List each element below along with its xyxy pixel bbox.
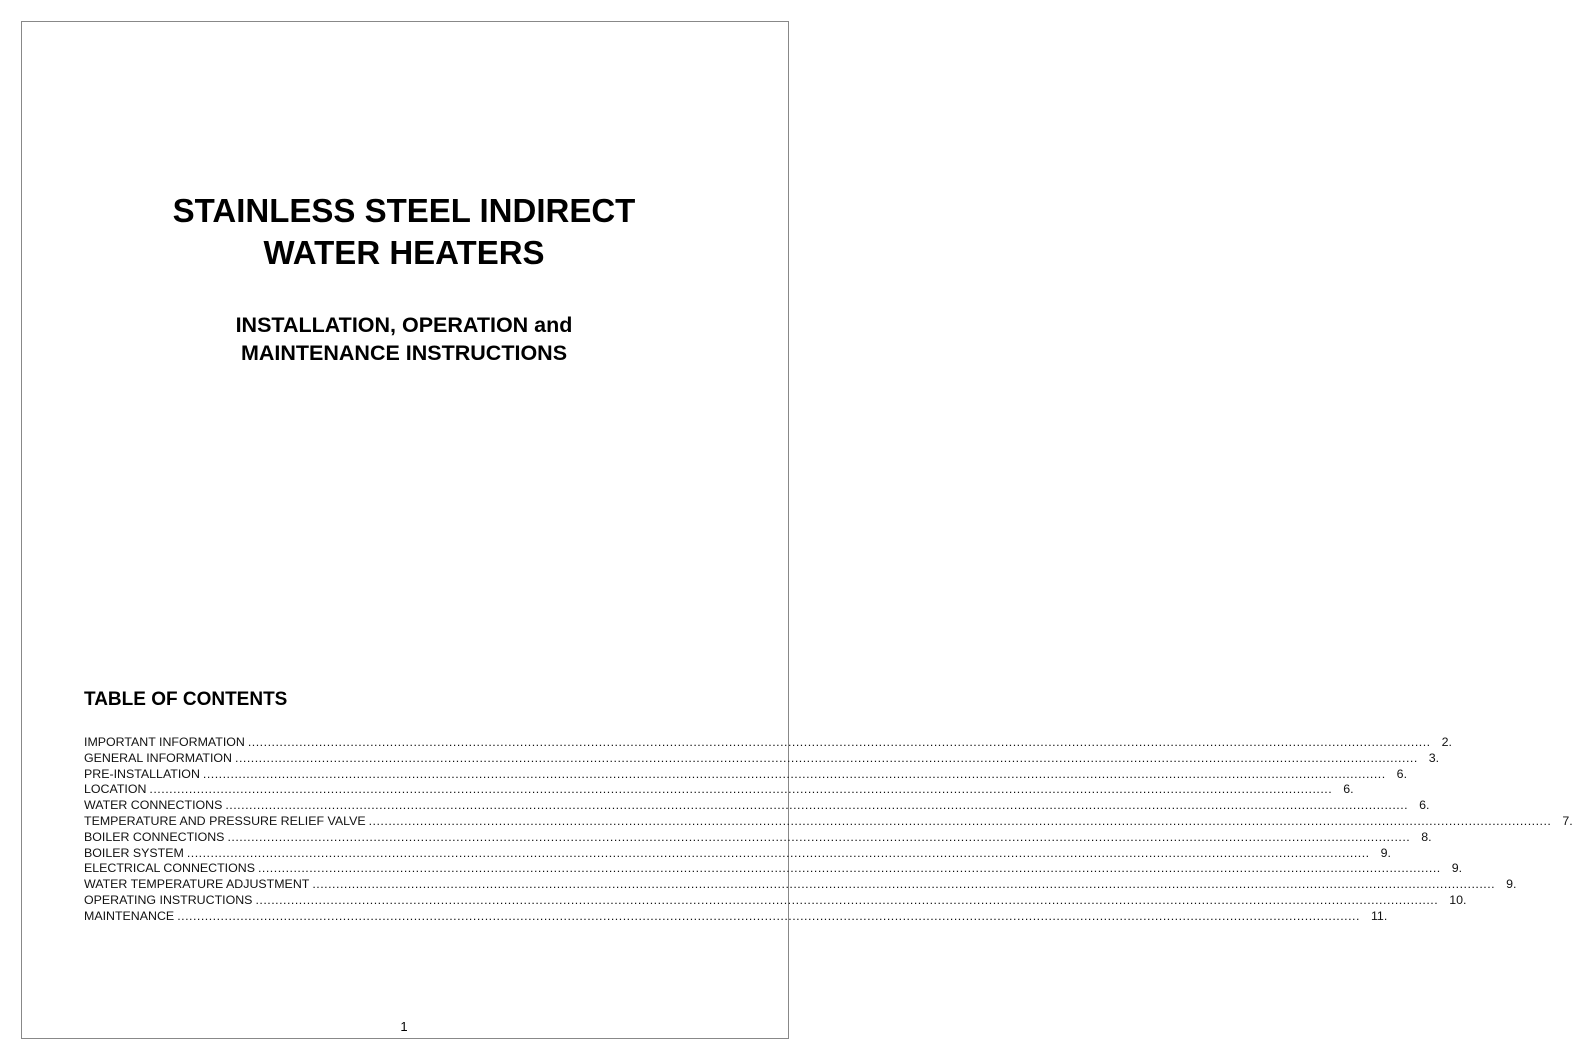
toc-entry-page: 9. [1506, 877, 1517, 892]
toc-entry-page: 9. [1451, 861, 1463, 876]
toc-dot-leader: ............................................................................................................................................................................................................................................................................................................ [312, 877, 1496, 892]
page-number: 1 [400, 1019, 408, 1034]
toc-dot-leader: ............................................................................................................................................................................................................................................................................................................ [149, 782, 1333, 797]
toc-entry-page: 6. [1343, 782, 1354, 797]
toc-entry [84, 877, 1517, 893]
toc-entry [84, 845, 1391, 862]
toc-dot-leader: ............................................................................................................................................................................................................................................................................................................ [247, 735, 1431, 749]
toc-heading: TABLE OF CONTENTS [84, 689, 288, 710]
toc-entry [84, 813, 1573, 830]
toc-entry-page: 11. [1370, 908, 1388, 923]
toc-entry [84, 735, 1452, 751]
toc-entry-page: 6. [1419, 798, 1430, 813]
toc-entry-label: WATER TEMPERATURE ADJUSTMENT [84, 877, 310, 892]
toc-entry-page: 3. [1428, 750, 1440, 765]
toc-entry [84, 766, 1408, 783]
toc-entry-label: GENERAL INFORMATION [84, 750, 233, 765]
document-title-line-2: WATER HEATERS [263, 234, 545, 271]
toc-entry-page: 6. [1396, 766, 1408, 781]
toc-dot-leader: ............................................................................................................................................................................................................................................................................................................ [202, 766, 1386, 781]
toc-entry-label: TEMPERATURE AND PRESSURE RELIEF VALVE [84, 813, 366, 828]
toc-entry-label: LOCATION [84, 782, 147, 797]
toc-entry-page: 9. [1380, 845, 1391, 860]
table-of-contents [84, 735, 1573, 925]
toc-entry-label: PRE-INSTALLATION [84, 766, 200, 781]
toc-entry [84, 798, 1430, 814]
toc-entry-label: ELECTRICAL CONNECTIONS [84, 861, 255, 876]
toc-dot-leader: ............................................................................................................................................................................................................................................................................................................ [255, 892, 1439, 907]
toc-entry [84, 861, 1463, 877]
toc-dot-leader: ............................................................................................................................................................................................................................................................................................................ [227, 829, 1411, 844]
toc-entry [84, 829, 1432, 846]
toc-dot-leader: ............................................................................................................................................................................................................................................................................................................ [225, 798, 1409, 813]
toc-entry [84, 908, 1388, 925]
toc-entry-label: BOILER CONNECTIONS [84, 829, 225, 844]
toc-entry-label: OPERATING INSTRUCTIONS [84, 892, 253, 907]
document-subtitle-line-2: MAINTENANCE INSTRUCTIONS [240, 341, 568, 365]
toc-entry-page: 7. [1562, 813, 1573, 828]
toc-entry [84, 782, 1354, 798]
toc-entry [84, 892, 1467, 909]
toc-entry-label: MAINTENANCE [84, 908, 175, 923]
toc-dot-leader: ............................................................................................................................................................................................................................................................................................................ [177, 908, 1360, 923]
toc-entry-label: WATER CONNECTIONS [84, 798, 223, 813]
toc-entry-page: 2. [1441, 735, 1452, 749]
toc-dot-leader: ............................................................................................................................................................................................................................................................................................................ [186, 845, 1370, 860]
toc-dot-leader: ............................................................................................................................................................................................................................................................................................................ [368, 813, 1552, 828]
toc-entry-page: 10. [1449, 892, 1467, 907]
toc-entry-label: IMPORTANT INFORMATION [84, 735, 245, 749]
document-subtitle-line-1: INSTALLATION, OPERATION and [235, 313, 573, 337]
toc-entry-label: BOILER SYSTEM [84, 845, 184, 860]
toc-dot-leader: ............................................................................................................................................................................................................................................................................................................ [235, 750, 1418, 765]
toc-entry [84, 750, 1440, 767]
toc-entry-page: 8. [1421, 829, 1432, 844]
document-title-line-1: STAINLESS STEEL INDIRECT [172, 192, 636, 229]
toc-dot-leader: ............................................................................................................................................................................................................................................................................................................ [257, 861, 1441, 876]
